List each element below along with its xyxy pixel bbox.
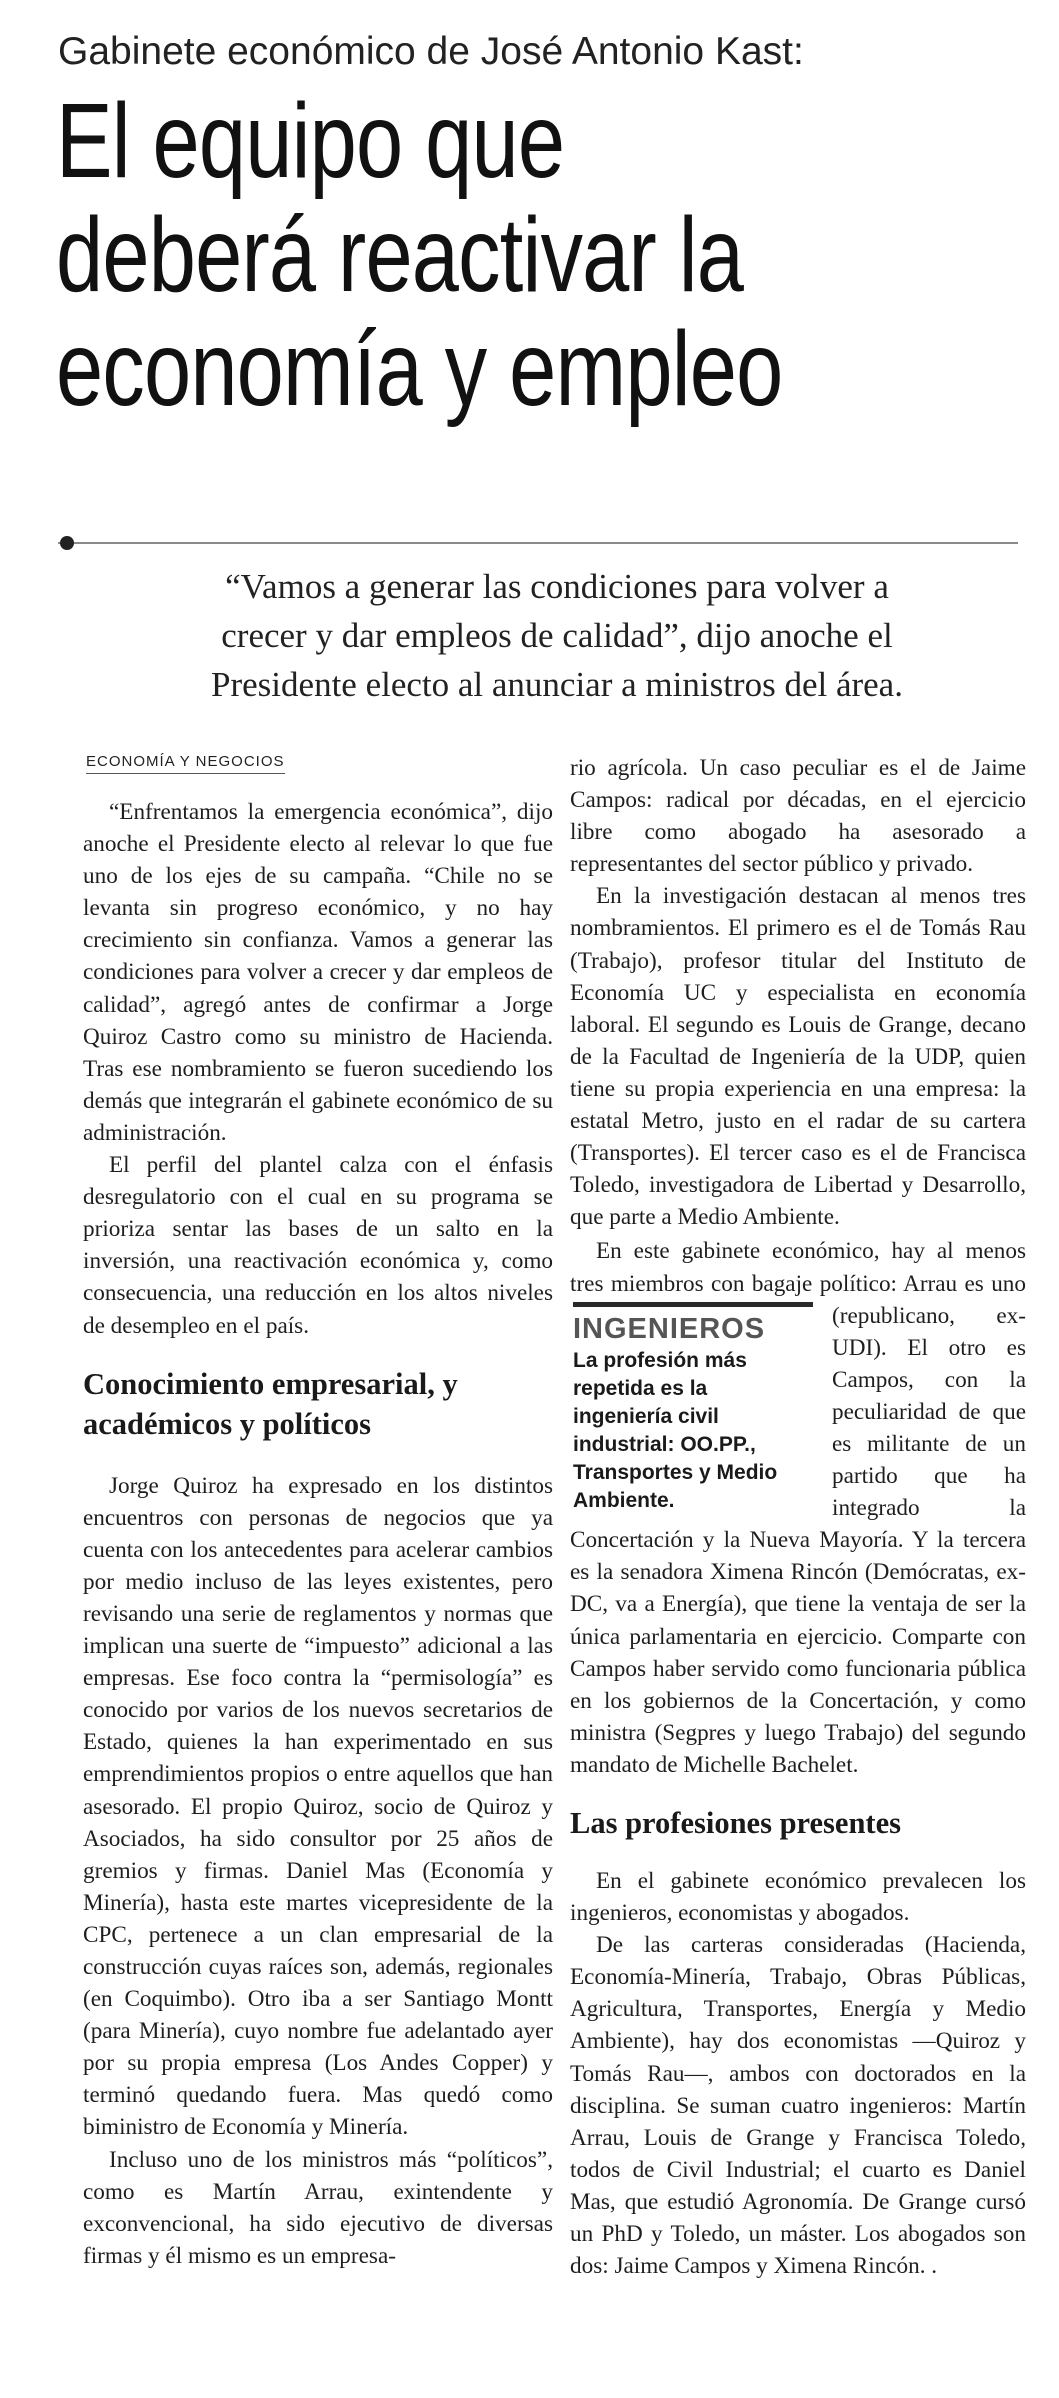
infobox-text: La profesión más repetida es la ingeniería civil industrial: OO.PP., Transportes y Medio Ambiente. xyxy=(573,1349,778,1512)
kicker: Gabinete económico de José Antonio Kast: xyxy=(58,30,804,73)
deck-line: “Vamos a generar las condiciones para volver a xyxy=(225,567,889,606)
infobox-title: INGENIEROS xyxy=(573,1313,766,1345)
subhead: Conocimiento empresarial, y académicos y políticos xyxy=(83,1366,458,1441)
headline-line: El equipo que xyxy=(56,82,565,200)
headline xyxy=(56,84,1040,426)
paragraph: De las carteras consideradas (Hacienda, Economía-Minería, Trabajo, Obras Públicas, Agricultura, Transportes, Energía y Medio Ambiente), hay dos economistas —Quiroz y Tomás Rau—, ambos con doctorados en la disciplina. Se suman cuatro ingenieros: Martín Arrau, Louis de Grange y Francisca Toledo, todos de Civil Industrial; el cuarto es Daniel Mas, que estudió Agronomía. De Grange cursó un PhD y Toledo, un máster. Los abogados son dos: Jaime Campos y Ximena Rincón. . xyxy=(570,1932,1026,2280)
paragraph: En la investigación destacan al menos tres nombramientos. El primero es el de Tomás Rau (Trabajo), profesor titular del Instituto de Economía UC y especialista en economía laboral. El segundo es Louis de Grange, decano de la Facultad de Ingeniería de la UDP, quien tiene su propia experiencia en una empresa: la estatal Metro, justo en el radar de su cartera (Transportes). El tercer caso es el de Francisca Toledo, investigadora de Libertad y Desarrollo, que parte a Medio Ambiente. xyxy=(570,883,1026,1231)
paragraph: Jorge Quiroz ha expresado en los distintos encuentros con personas de negocios que ya cuenta con los antecedentes para acelerar cambios por medio incluso de las leyes existentes, pero revisando una serie de reglamentos y normas que implican una suerte de “impuesto” adicional a las empresas. Ese foco contra la “permisología” es conocido por varios de los nuevos secretarios de Estado, quienes la han experimentado en sus emprendimientos propios o entre aquellos que han asesorado. El propio Quiroz, socio de Quiroz y Asociados, ha sido consultor por 25 años de gremios y firmas. Daniel Mas (Economía y Minería), hasta este martes vicepresidente de la CPC, pertenece a un clan empresarial de la construcción cuyas raíces son, además, regionales (en Coquimbo). Otro iba a ser Santiago Montt (para Minería), cuyo nombre fue adelantado ayer por su propia empresa (Los Andes Copper) y terminó quedando fuera. Mas quedó como biministro de Economía y Minería. xyxy=(83,1472,553,2141)
paragraph: En este gabinete económico, hay al menos tres miembros con bagaje político: Arrau es uno (republicano, ex-UDI). El otro es Campos, con la peculiaridad de que es militante de un partido que ha integrado la Concertación y la Nueva Mayoría. Y la tercera es la senadora Ximena Rincón (Demócratas, ex-DC, va a Energía), que tiene la ventaja de ser la única parlamentaria en ejercicio. Comparte con Campos haber servido como funcionaria pública en los gobiernos de la Concertación, y como ministra (Segpres y luego Trabajo) del segundo mandato de Michelle Bachelet. xyxy=(570,1238,1026,1778)
bullet-icon xyxy=(60,536,74,550)
paragraph: rio agrícola. Un caso peculiar es el de Jaime Campos: radical por décadas, en el ejercicio libre como abogado ha asesorado a representantes del sector público y privado. xyxy=(570,755,1026,878)
section-tag-wrap xyxy=(86,753,285,774)
paragraph: Incluso uno de los ministros más “políticos”, como es Martín Arrau, exintendente y exconvencional, ha sido ejecutivo de diversas firmas y él mismo es un empresa- xyxy=(83,2146,553,2269)
divider xyxy=(58,542,1018,544)
column-left xyxy=(83,790,553,2272)
paragraph: En el gabinete económico prevalecen los ingenieros, economistas y abogados. xyxy=(570,1868,1026,1927)
headline-line: deberá reactivar la xyxy=(56,196,744,314)
deck-line: crecer y dar empleos de calidad”, dijo anoche el xyxy=(221,616,893,655)
subhead: Las profesiones presentes xyxy=(570,1806,901,1840)
headline-line: economía y empleo xyxy=(56,310,783,428)
paragraph: “Enfrentamos la emergencia económica”, dijo anoche el Presidente electo al relevar lo que fue uno de los ejes de su campaña. “Chile no se levanta sin progreso económico, y no hay crecimiento sin confianza. Vamos a generar las condiciones para volver a crecer y dar empleos de calidad”, agregó antes de confirmar a Jorge Quiroz Castro como su ministro de Hacienda. Tras ese nombramiento se fueron sucediendo los demás que integrarán el gabinete económico de su administración. xyxy=(83,799,553,1146)
deck xyxy=(92,562,1022,709)
column-right xyxy=(570,752,1026,2282)
paragraph: El perfil del plantel calza con el énfasis desregulatorio con el cual en su programa se prioriza sentar las bases de un salto en la inversión, una reactivación económica y, como consecuencia, una reducción en los altos niveles de desempleo en el país. xyxy=(83,1152,553,1339)
section-tag: ECONOMÍA Y NEGOCIOS xyxy=(86,753,285,774)
infobox xyxy=(573,1302,813,1515)
deck-line: Presidente electo al anunciar a ministros del área. xyxy=(211,665,903,704)
